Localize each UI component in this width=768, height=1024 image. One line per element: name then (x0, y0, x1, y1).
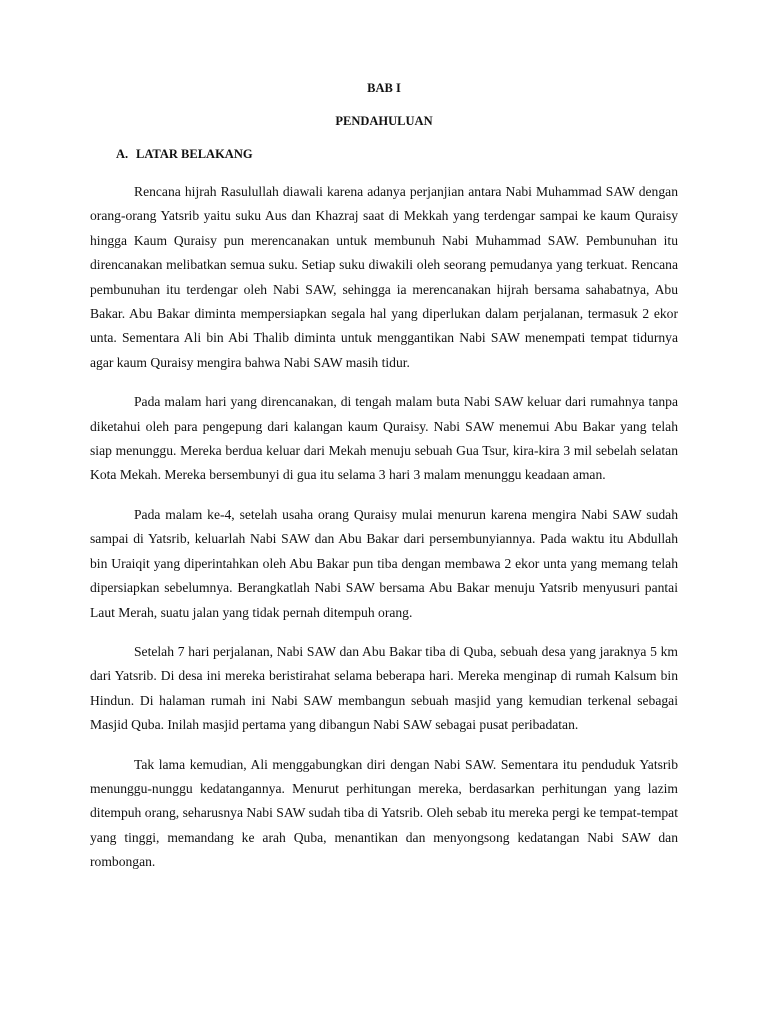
section-marker: A. (116, 147, 129, 161)
paragraph-2: Pada malam hari yang direncanakan, di tengah malam buta Nabi SAW keluar dari rumahnya tanpa diketahui oleh para pengepung dari kalangan kaum Quraisy. Nabi SAW menemui Abu Bakar yang telah siap menunggu. Mereka berdua keluar dari Mekah menuju sebuah Gua Tsur, kira-kira 3 mil sebelah selatan Kota Mekah. Mereka bersembunyi di gua itu selama 3 hari 3 malam menunggu keadaan aman. (90, 394, 678, 483)
chapter-number: BAB I (367, 81, 401, 95)
section-heading (116, 146, 253, 162)
paragraph-3: Pada malam ke-4, setelah usaha orang Quraisy mulai menurun karena mengira Nabi SAW sudah sampai di Yatsrib, keluarlah Nabi SAW dan Abu Bakar dari persembunyiannya. Pada waktu itu Abdullah bin Uraiqit yang diperintahkan oleh Abu Bakar pun tiba dengan membawa 2 ekor unta yang memang telah dipersiapkan sebelumnya. Berangkatlah Nabi SAW bersama Abu Bakar menuju Yatsrib menyusuri pantai Laut Merah, suatu jalan yang tidak pernah ditempuh orang. (90, 506, 678, 620)
section-title: LATAR BELAKANG (136, 147, 253, 161)
paragraph-5: Tak lama kemudian, Ali menggabungkan diri dengan Nabi SAW. Sementara itu penduduk Yatsrib menunggu-nunggu kedatangannya. Menurut perhitungan mereka, berdasarkan perhitungan yang lazim ditempuh orang, seharusnya Nabi SAW sudah tiba di Yatsrib. Oleh sebab itu mereka pergi ke tempat-tempat yang tinggi, memandang ke arah Quba, menantikan dan menyongsong kedatangan Nabi SAW dan rombongan. (90, 756, 678, 870)
chapter-title: PENDAHULUAN (335, 114, 433, 128)
paragraph-4: Setelah 7 hari perjalanan, Nabi SAW dan Abu Bakar tiba di Quba, sebuah desa yang jaraknya 5 km dari Yatsrib. Di desa ini mereka beristirahat selama beberapa hari. Mereka menginap di rumah Kalsum bin Hindun. Di halaman rumah ini Nabi SAW membangun sebuah masjid yang kemudian terkenal sebagai Masjid Quba. Inilah masjid pertama yang dibangun Nabi SAW sebagai pusat peribadatan. (90, 643, 678, 733)
paragraph-1: Rencana hijrah Rasulullah diawali karena adanya perjanjian antara Nabi Muhammad SAW dengan orang-orang Yatsrib yaitu suku Aus dan Khazraj saat di Mekkah yang terdengar sampai ke kaum Quraisy hingga Kaum Quraisy pun merencanakan untuk membunuh Nabi Muhammad SAW. Pembunuhan itu direncanakan melibatkan semua suku. Setiap suku diwakili oleh seorang pemudanya yang terkuat. Rencana pembunuhan itu terdengar oleh Nabi SAW, sehingga ia merencanakan hijrah bersama sahabatnya, Abu Bakar. Abu Bakar diminta mempersiapkan segala hal yang diperlukan dalam perjalanan, termasuk 2 ekor unta. Sementara Ali bin Abi Thalib diminta untuk menggantikan Nabi SAW menempati tempat tidurnya agar kaum Quraisy mengira bahwa Nabi SAW masih tidur. (90, 184, 678, 370)
body-text (90, 180, 678, 890)
